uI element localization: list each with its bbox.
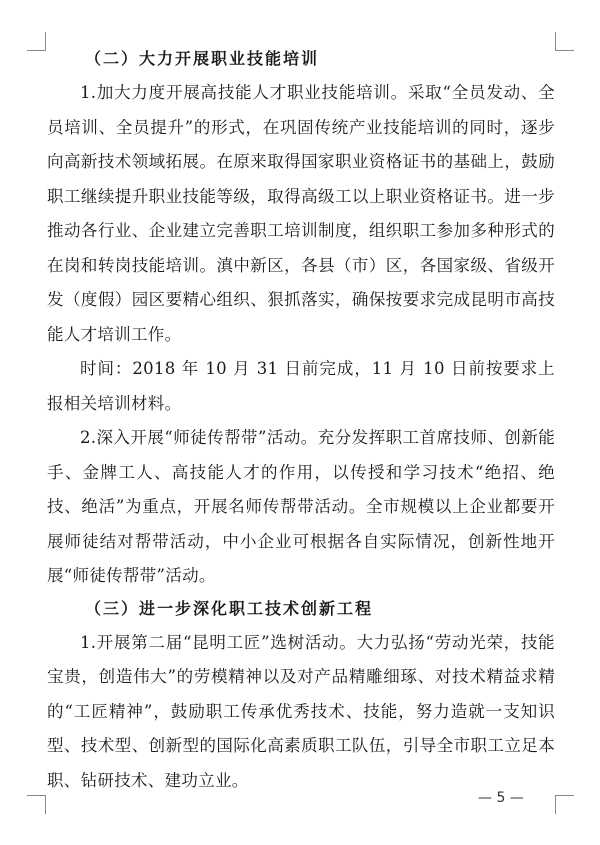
paragraph-skills-training: 1.加大力度开展高技能人才职业技能培训。采取“全员发动、全员培训、全员提升”的形式，在巩固传统产业技能培训的同时，逐步向高新技术领域拓展。在原来取得国家职业资格证书的基础上，鼓励职工继续提升职业技能等级，取得高级工以上职业资格证书。进一步推动各行业、企业建立完善职工培训制度，组织职工参加多种形式的在岗和转岗技能培训。滇中新区，各县（市）区，各国家级、省级开发（度假）园区要精心组织、狠抓落实，确保按要求完成昆明市高技能人才培训工作。 (47, 83, 555, 344)
section-heading-vocational-training: （二）大力开展职业技能培训 (85, 49, 320, 68)
paragraph-craftsman-selection: 1.开展第二届“昆明工匠”选树活动。大力弘扬“劳动光荣，技能宝贵，创造伟大”的劳模精神以及对产品精雕细琢、对技术精益求精的“工匠精神”，鼓励职工传承优秀技术、技能，努力造就一支知识型、技术型、创新型的国际化高素质职工队伍，引导全市职工立足本职、钻研技术、建功立业。 (47, 632, 555, 790)
section-heading-tech-innovation: （三）进一步深化职工技术创新工程 (85, 598, 374, 618)
page-number: — 5 — (478, 790, 524, 806)
paragraph-mentorship: 2.深入开展“师徒传帮带”活动。充分发挥职工首席技师、创新能手、金牌工人、高技能人才的作用，以传授和学习技术“绝招、绝技、绝活”为重点，开展名师传帮带活动。全市规模以上企业都要开展师徒结对帮带活动，中小企业可根据各自实际情况，创新性地开展“师徒传帮带”活动。 (47, 428, 555, 585)
crop-mark-top-left (27, 32, 46, 51)
crop-mark-top-right (555, 32, 574, 51)
document-body (47, 44, 555, 798)
paragraph-deadline: 时间：2018 年 10 月 31 日前完成，11 月 10 日前按要求上报相关培训材料。 (47, 359, 555, 413)
crop-mark-bottom-right (555, 795, 574, 814)
crop-mark-bottom-left (27, 795, 46, 814)
